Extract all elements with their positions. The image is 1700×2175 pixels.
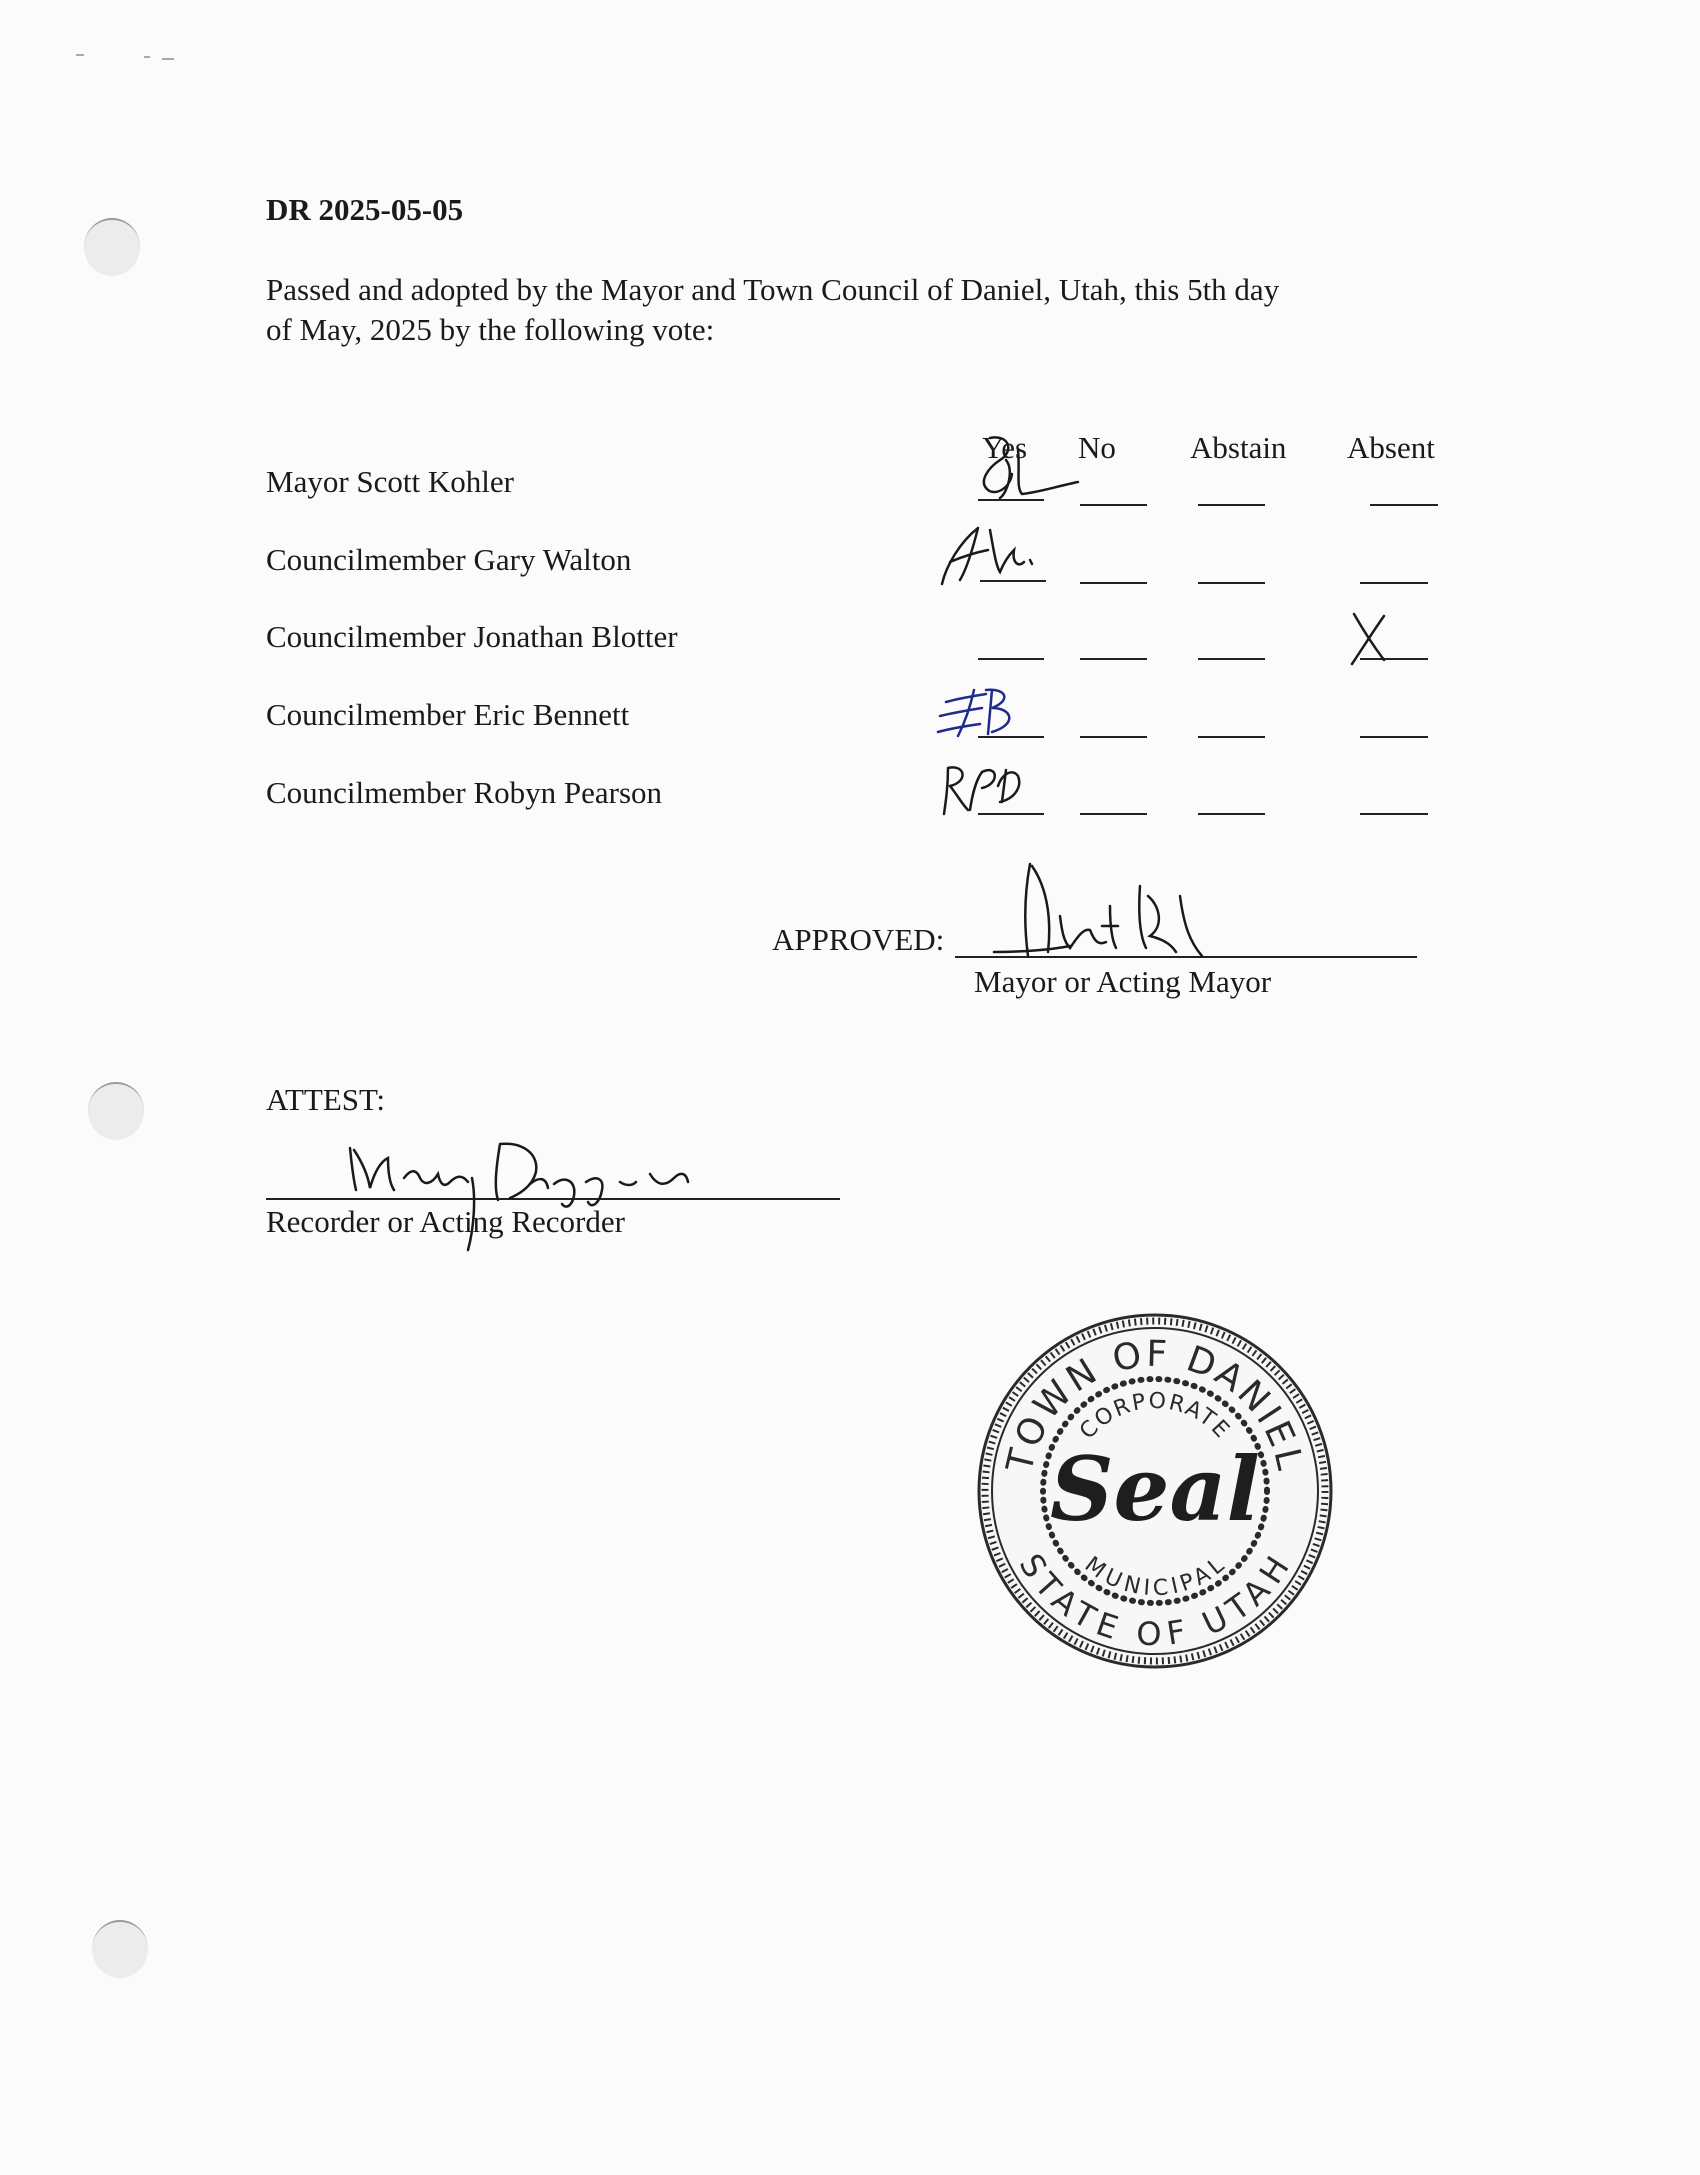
- vote-blank-no: [1080, 736, 1147, 738]
- member-name: Councilmember Jonathan Blotter: [266, 619, 678, 654]
- vote-blank-no: [1080, 813, 1147, 815]
- punch-hole-top: [84, 218, 140, 276]
- member-name: Councilmember Gary Walton: [266, 542, 632, 577]
- approval-signer-title: Mayor or Acting Mayor: [974, 964, 1272, 999]
- vote-blank-yes: [978, 658, 1044, 660]
- member-name: Councilmember Eric Bennett: [266, 697, 630, 732]
- approved-label: APPROVED:: [772, 922, 945, 957]
- seal-outer-top-text: TOWN OF DANIEL: [999, 1333, 1311, 1477]
- vote-blank-abstain: [1198, 736, 1265, 738]
- vote-blank-absent: [1360, 736, 1428, 738]
- vote-blank-absent: [1370, 504, 1438, 506]
- scan-speck: [162, 58, 174, 60]
- intro-line-2: of May, 2025 by the following vote:: [266, 312, 715, 347]
- vote-blank-abstain: [1198, 504, 1265, 506]
- seal-inner-bottom-text: MUNICIPAL: [1079, 1552, 1231, 1602]
- mayor-initials-signature: [970, 430, 1080, 505]
- blotter-absent-x-mark: [1340, 610, 1400, 668]
- column-header-abstain: Abstain: [1190, 430, 1287, 465]
- vote-blank-abstain: [1198, 813, 1265, 815]
- member-name: Councilmember Robyn Pearson: [266, 775, 663, 810]
- mayor-signature: [990, 856, 1220, 976]
- vote-blank-absent: [1360, 813, 1428, 815]
- vote-blank-abstain: [1198, 658, 1265, 660]
- punch-hole-bottom: [92, 1920, 148, 1978]
- bennett-initials-signature: [930, 680, 1040, 742]
- attest-signer-title: Recorder or Acting Recorder: [266, 1204, 625, 1239]
- seal-inner-top-text: CORPORATE: [1075, 1388, 1235, 1445]
- member-name: Mayor Scott Kohler: [266, 464, 514, 499]
- town-corporate-seal: [970, 1308, 1340, 1674]
- walton-initials-signature: [938, 522, 1048, 592]
- pearson-initials-signature: [940, 756, 1040, 818]
- scan-speck: [76, 54, 84, 56]
- column-header-no: No: [1078, 430, 1116, 465]
- scan-speck: [144, 56, 150, 58]
- vote-blank-abstain: [1198, 582, 1265, 584]
- punch-hole-middle: [88, 1082, 144, 1140]
- document-id: DR 2025-05-05: [266, 192, 464, 227]
- intro-line-1: Passed and adopted by the Mayor and Town Council of Daniel, Utah, this 5th day: [266, 272, 1280, 307]
- seal-outer-bottom-text: STATE OF UTAH: [1011, 1547, 1299, 1654]
- vote-blank-no: [1080, 658, 1147, 660]
- attest-label: ATTEST:: [266, 1082, 386, 1117]
- vote-blank-no: [1080, 504, 1147, 506]
- column-header-yes: Yes: [982, 430, 1028, 465]
- vote-blank-no: [1080, 582, 1147, 584]
- column-header-absent: Absent: [1347, 430, 1435, 465]
- vote-blank-absent: [1360, 582, 1428, 584]
- seal-center-text: Seal: [1050, 1437, 1260, 1541]
